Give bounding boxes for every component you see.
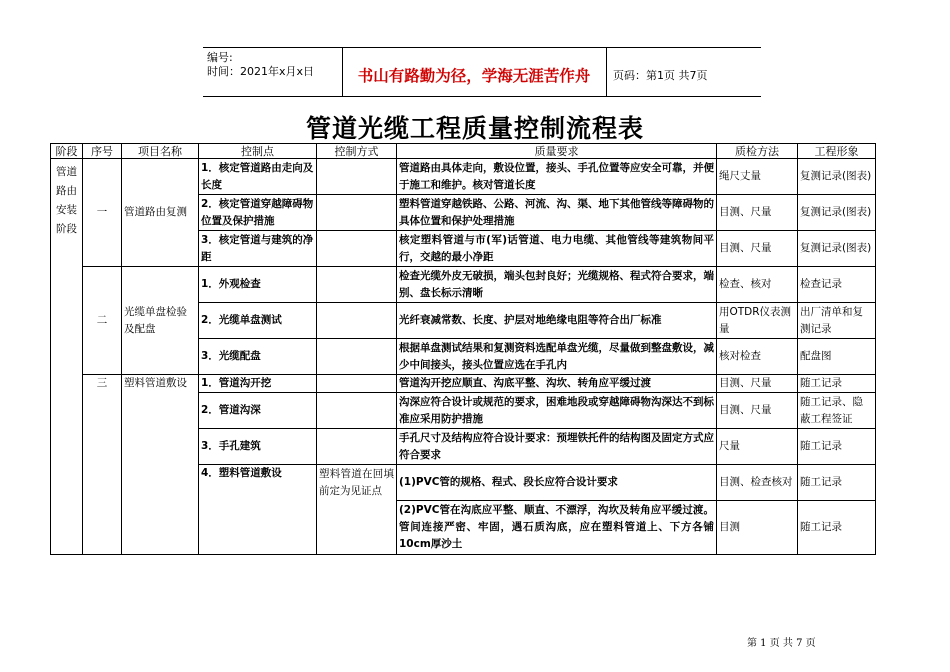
control-method (317, 339, 397, 375)
table-row (51, 159, 876, 195)
group-number: 二 (83, 267, 122, 375)
quality-requirement: (2)PVC管在沟底应平整、顺直、不漂浮，沟坎及转角应平缓过渡。管间连接严密、牢固，遇石质沟底，应在塑料管道上、下方各铺10cm厚沙土 (397, 501, 717, 555)
header-meta (207, 51, 314, 79)
project-image: 随工记录 (798, 429, 876, 465)
header-page-info: 页码：第1页 共7页 (613, 69, 708, 82)
group-name: 管道路由复测 (122, 159, 199, 267)
table-header-row (51, 144, 876, 159)
quality-requirement: 检查光缆外皮无破损，端头包封良好；光缆规格、程式符合要求，端别、盘长标示清晰 (397, 267, 717, 303)
quality-requirement: 塑料管道穿越铁路、公路、河流、沟、渠、地下其他管线等障碍物的具体位置和保护处理措施 (397, 195, 717, 231)
quality-requirement: 管道沟开挖应顺直、沟底平整、沟坎、转角应平缓过渡 (397, 375, 717, 393)
header-divider-left (342, 47, 343, 97)
quality-requirement: 管道路由具体走向，敷设位置，接头、手孔位置等应安全可靠，并便于施工和维护。核对管道长度 (397, 159, 717, 195)
col-header-control-method: 控制方式 (317, 144, 397, 159)
group-number: 三 (83, 375, 122, 555)
col-header-stage: 阶段 (51, 144, 83, 159)
col-header-number: 序号 (83, 144, 122, 159)
control-method (317, 303, 397, 339)
control-method: 塑料管道在回填前定为见证点 (317, 465, 397, 555)
control-point: 2．光缆单盘测试 (199, 303, 317, 339)
inspection-method: 用OTDR仪表测量 (717, 303, 798, 339)
header-bottom-rule (203, 96, 761, 97)
header-motto: 书山有路勤为径，学海无涯苦作舟 (357, 66, 591, 85)
control-method (317, 231, 397, 267)
control-point: 3．光缆配盘 (199, 339, 317, 375)
group-name: 塑料管道敷设 (122, 375, 199, 555)
document-title: 管道光缆工程质量控制流程表 (305, 114, 644, 143)
col-header-inspection-method: 质检方法 (717, 144, 798, 159)
project-image: 配盘图 (798, 339, 876, 375)
control-method (317, 393, 397, 429)
footer-page-number: 第 1 页 共 7 页 (747, 638, 816, 649)
control-method (317, 375, 397, 393)
control-point: 2．核定管道穿越障碍物位置及保护措施 (199, 195, 317, 231)
header-top-rule (203, 47, 761, 48)
control-method (317, 159, 397, 195)
control-method (317, 195, 397, 231)
project-image: 随工记录 (798, 375, 876, 393)
table-row (51, 375, 876, 393)
project-image: 检查记录 (798, 267, 876, 303)
quality-requirement: 沟深应符合设计或规范的要求，困难地段或穿越障碍物沟深达不到标准应采用防护措施 (397, 393, 717, 429)
inspection-method: 目测、检查核对 (717, 465, 798, 501)
col-header-control-point: 控制点 (199, 144, 317, 159)
project-image: 随工记录、隐蔽工程签证 (798, 393, 876, 429)
inspection-method: 目测、尺量 (717, 375, 798, 393)
control-point: 4．塑料管道敷设 (199, 465, 317, 555)
inspection-method: 目测 (717, 501, 798, 555)
project-image: 复测记录(图表) (798, 231, 876, 267)
inspection-method: 绳尺丈量 (717, 159, 798, 195)
inspection-method: 目测、尺量 (717, 393, 798, 429)
time-label: 时间：2021年x月x日 (207, 65, 315, 78)
project-image: 随工记录 (798, 465, 876, 501)
table-row (51, 267, 876, 303)
stage-cell: 管道路由安装阶段 (51, 159, 83, 555)
inspection-method: 核对检查 (717, 339, 798, 375)
control-method (317, 429, 397, 465)
quality-control-table (50, 143, 876, 555)
col-header-project-image: 工程形象 (798, 144, 876, 159)
group-number: 一 (83, 159, 122, 267)
control-point: 2．管道沟深 (199, 393, 317, 429)
group-name: 光缆单盘检验及配盘 (122, 267, 199, 375)
control-point: 1．外观检查 (199, 267, 317, 303)
project-image: 复测记录(图表) (798, 159, 876, 195)
control-point: 1．管道沟开挖 (199, 375, 317, 393)
quality-requirement: (1)PVC管的规格、程式、段长应符合设计要求 (397, 465, 717, 501)
col-header-item-name: 项目名称 (122, 144, 199, 159)
quality-requirement: 根据单盘测试结果和复测资料选配单盘光缆，尽量做到整盘敷设，减少中间接头，接头位置应选在手孔内 (397, 339, 717, 375)
control-point: 3．手孔建筑 (199, 429, 317, 465)
control-point: 1．核定管道路由走向及长度 (199, 159, 317, 195)
quality-requirement: 光纤衰减常数、长度、护层对地绝缘电阻等符合出厂标准 (397, 303, 717, 339)
quality-requirement: 手孔尺寸及结构应符合设计要求：预埋铁托件的结构图及固定方式应符合要求 (397, 429, 717, 465)
control-point: 3．核定管道与建筑的净距 (199, 231, 317, 267)
quality-requirement: 核定塑料管道与市(军)话管道、电力电缆、其他管线等建筑物间平行，交越的最小净距 (397, 231, 717, 267)
inspection-method: 检查、核对 (717, 267, 798, 303)
col-header-quality-requirement: 质量要求 (397, 144, 717, 159)
inspection-method: 目测、尺量 (717, 195, 798, 231)
control-method (317, 267, 397, 303)
inspection-method: 尺量 (717, 429, 798, 465)
project-image: 复测记录(图表) (798, 195, 876, 231)
code-label: 编号: (207, 51, 233, 64)
header-divider-right (606, 47, 607, 97)
project-image: 随工记录 (798, 501, 876, 555)
inspection-method: 目测、尺量 (717, 231, 798, 267)
project-image: 出厂清单和复测记录 (798, 303, 876, 339)
